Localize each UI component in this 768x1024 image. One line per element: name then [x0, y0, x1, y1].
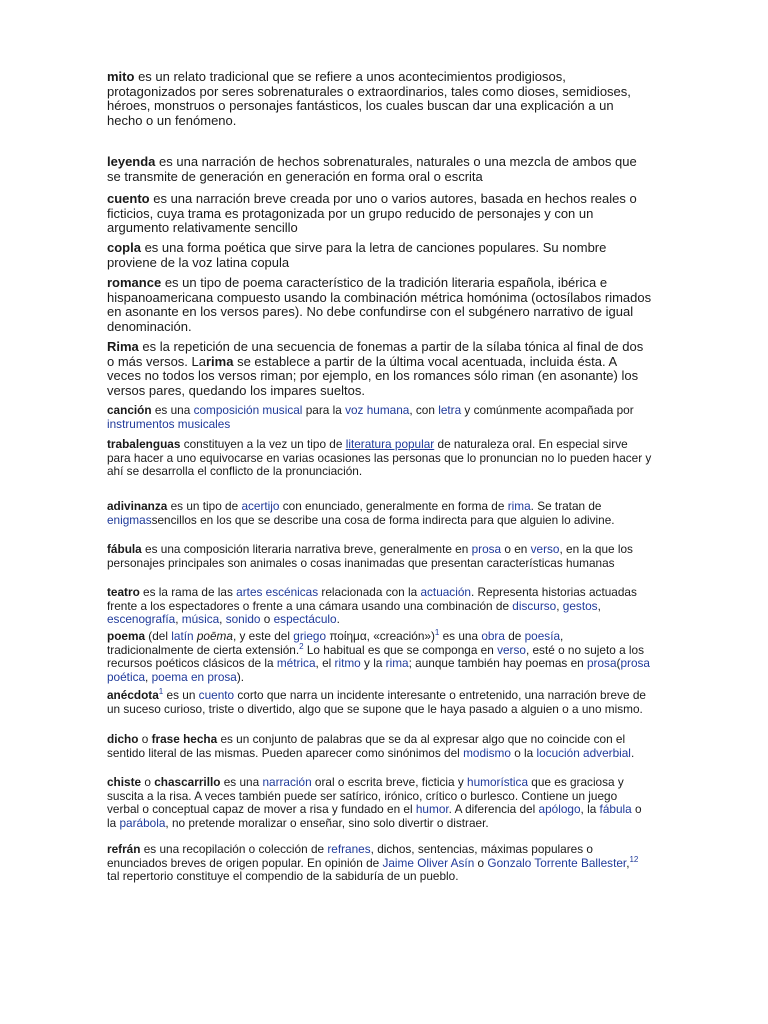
term: cuento: [107, 191, 150, 206]
definition-dicho: dicho o frase hecha es un conjunto de palabras que se da al expresar algo que no coincide con el sentido literal de las mismas. Pueden aparecer como sinónimos del modismo o la locución adverbial.: [107, 732, 635, 760]
link-discurso[interactable]: discurso: [512, 598, 557, 613]
link-gestos[interactable]: gestos: [562, 598, 598, 613]
definition-adivinanza: adivinanza es un tipo de acertijo con enunciado, generalmente en forma de rima. Se tratan de enigmassencillos en los que se describe una cosa de forma indirecta para que alguien lo adivine.: [107, 499, 615, 527]
term: refrán: [107, 842, 141, 856]
definition-cuento: cuento es una narración breve creada por uno o varios autores, basada en hechos reales o ficticios, cuya trama es protagonizada por un grupo reducido de personajes y con un argumento relativamente sencillo: [107, 191, 637, 236]
link-latin[interactable]: latín: [171, 629, 194, 643]
link-literatura-popular[interactable]: literatura popular: [345, 437, 435, 451]
footnote-ref[interactable]: 2: [299, 641, 304, 651]
footnote-ref[interactable]: 12: [629, 854, 639, 864]
link-espectaculo[interactable]: espectáculo: [273, 612, 337, 627]
link-poema-en-prosa[interactable]: poema en prosa: [151, 669, 237, 684]
footnote-ref[interactable]: 1: [158, 687, 164, 697]
link-rima[interactable]: rima: [507, 499, 531, 513]
definition-fabula: fábula es una composición literaria narrativa breve, generalmente en prosa o en verso, en la que los personajes principales son animales o cosas inanimadas que presentan características humanas: [107, 542, 633, 570]
term: anécdota: [107, 688, 159, 702]
link-fabula[interactable]: fábula: [599, 802, 632, 817]
link-verso[interactable]: verso: [497, 642, 526, 657]
link-enigmas[interactable]: enigmas: [107, 512, 152, 527]
definition-teatro: teatro es la rama de las artes escénicas relacionada con la actuación. Representa historias actuadas frente a los espectadores o frente a una cámara usando una combinación de discurso, gestos, escenografía, música, sonido o espectáculo.: [107, 585, 637, 627]
link-ritmo[interactable]: ritmo: [334, 656, 361, 671]
link-griego[interactable]: griego: [293, 629, 327, 643]
link-locucion-adverbial[interactable]: locución adverbial: [536, 745, 631, 760]
link-voz-humana[interactable]: voz humana: [345, 403, 410, 417]
link-parabola[interactable]: parábola: [119, 815, 166, 830]
term: copla: [107, 240, 141, 255]
link-refranes[interactable]: refranes: [327, 842, 371, 856]
link-apologo[interactable]: apólogo: [538, 802, 581, 817]
term: canción: [107, 403, 152, 417]
link-obra[interactable]: obra: [481, 629, 505, 643]
link-cuento[interactable]: cuento: [198, 688, 235, 702]
term: dicho: [107, 732, 139, 746]
link-artes-escenicas[interactable]: artes escénicas: [236, 585, 319, 599]
definition-chiste: chiste o chascarrillo es una narración oral o escrita breve, ficticia y humorística que es graciosa y suscita a la risa. A veces también puede ser satírico, irónico, crítico o burlesco. Contiene un juego verbal o conceptual capaz de mover a risa y fundado en el humor. A diferencia del apólogo, la fábula o la parábola, no pretende moralizar o enseñar, sino solo divertir o distraer.: [107, 775, 642, 830]
link-composicion-musical[interactable]: composición musical: [193, 403, 303, 417]
term: mito: [107, 69, 135, 84]
term: teatro: [107, 585, 140, 599]
link-narracion[interactable]: narración: [262, 775, 312, 789]
link-letra[interactable]: letra: [438, 403, 462, 417]
link-musica[interactable]: música: [181, 612, 220, 627]
definition-refran: refrán es una recopilación o colección de refranes, dichos, sentencias, máximas populares o enunciados breves de origen popular. En opinión de Jaime Oliver Asín o Gonzalo Torrente Ballester,$^{12}$ tal repertorio constituye el compendio de la sabiduría de un pueblo.: [107, 842, 639, 884]
definition-copla: copla es una forma poética que sirve para la letra de canciones populares. Su nombre proviene de la voz latina copula: [107, 240, 607, 270]
link-acertijo[interactable]: acertijo: [241, 499, 280, 513]
link-metrica[interactable]: métrica: [276, 656, 316, 671]
term: fábula: [107, 542, 142, 556]
link-humor[interactable]: humor: [415, 802, 449, 817]
link-actuacion[interactable]: actuación: [420, 585, 471, 599]
term: romance: [107, 275, 162, 290]
definition-cancion: canción es una composición musical para la voz humana, con letra y comúnmente acompañada por instrumentos musicales: [107, 403, 634, 431]
term: trabalenguas: [107, 437, 181, 451]
link-rima[interactable]: rima: [385, 656, 409, 671]
definition-poema: poema (del latín poēma, y este del griego ποίημα, «creación»)$^1$ es una obra de poesía, tradicionalmente de cierta extensión.$^2$ Lo habitual es que se componga en verso, esté o no sujeto a los recursos poéticos clásicos de la métrica, el ritmo y la rima; aunque también hay poemas en prosa(prosa poética, poema en prosa).: [107, 628, 650, 684]
term: Rima: [107, 339, 139, 354]
definition-mito: mito es un relato tradicional que se refiere a unos acontecimientos prodigiosos, protagonizados por seres sobrenaturales o extraordinarios, tales como dioses, semidioses, héroes, monstruos o personajes fantásticos, los cuales buscan dar una explicación a un hecho o un fenómeno.: [107, 69, 631, 128]
link-poesia[interactable]: poesía: [524, 629, 561, 643]
definition-leyenda: leyenda es una narración de hechos sobrenaturales, naturales o una mezcla de ambos que se transmite de generación en generación en forma oral o escrita: [107, 154, 637, 184]
link-modismo[interactable]: modismo: [463, 745, 511, 760]
definition-anecdota: anécdota$^1$ es un cuento corto que narra un incidente interesante o entretenido, una narración breve de un suceso curioso, triste o divertido, algo que se supone que le haya pasado a alguien o a uno mismo.: [107, 687, 646, 716]
link-gonzalo-torrente-ballester[interactable]: Gonzalo Torrente Ballester: [487, 855, 627, 870]
link-humoristica[interactable]: humorística: [467, 775, 529, 789]
definition-trabalenguas: trabalenguas constituyen a la vez un tipo de literatura popular de naturaleza oral. En especial sirve para hacer a uno equivocarse en varias ocasiones las personas que lo pronuncian no lo pueden hacer y ahí se desarrolla el conflicto de la pronunciación.: [107, 437, 652, 479]
term: poema: [107, 629, 146, 643]
link-sonido[interactable]: sonido: [225, 612, 261, 627]
link-verso[interactable]: verso: [530, 542, 560, 556]
term: adivinanza: [107, 499, 168, 513]
link-instrumentos-musicales[interactable]: instrumentos musicales: [107, 416, 231, 431]
link-prosa-poetica[interactable]: prosa poética: [107, 656, 650, 684]
link-jaime-oliver-asin[interactable]: Jaime Oliver Asín: [382, 855, 475, 870]
term: chiste: [107, 775, 142, 789]
term: leyenda: [107, 154, 156, 169]
link-prosa[interactable]: prosa: [471, 542, 502, 556]
footnote-ref[interactable]: 1: [434, 628, 440, 638]
link-prosa[interactable]: prosa: [587, 656, 617, 671]
definition-romance: romance es un tipo de poema característico de la tradición literaria española, ibérica e hispanoamericana compuesto usando la combinación métrica homónima (octosílabos rimados en asonante en los versos pares). No debe confundirse con el subgénero narrativo de igual denominación.: [107, 275, 652, 334]
link-escenografia[interactable]: escenografía: [107, 612, 176, 627]
definition-rima: Rima es la repetición de una secuencia de fonemas a partir de la sílaba tónica al final de dos o más versos. Larima se establece a partir de la última vocal acentuada, incluida ésta. A veces no todos los versos riman; por ejemplo, en los romances sólo riman (en asonante) los versos pares, quedando los impares sueltos.: [107, 339, 644, 398]
